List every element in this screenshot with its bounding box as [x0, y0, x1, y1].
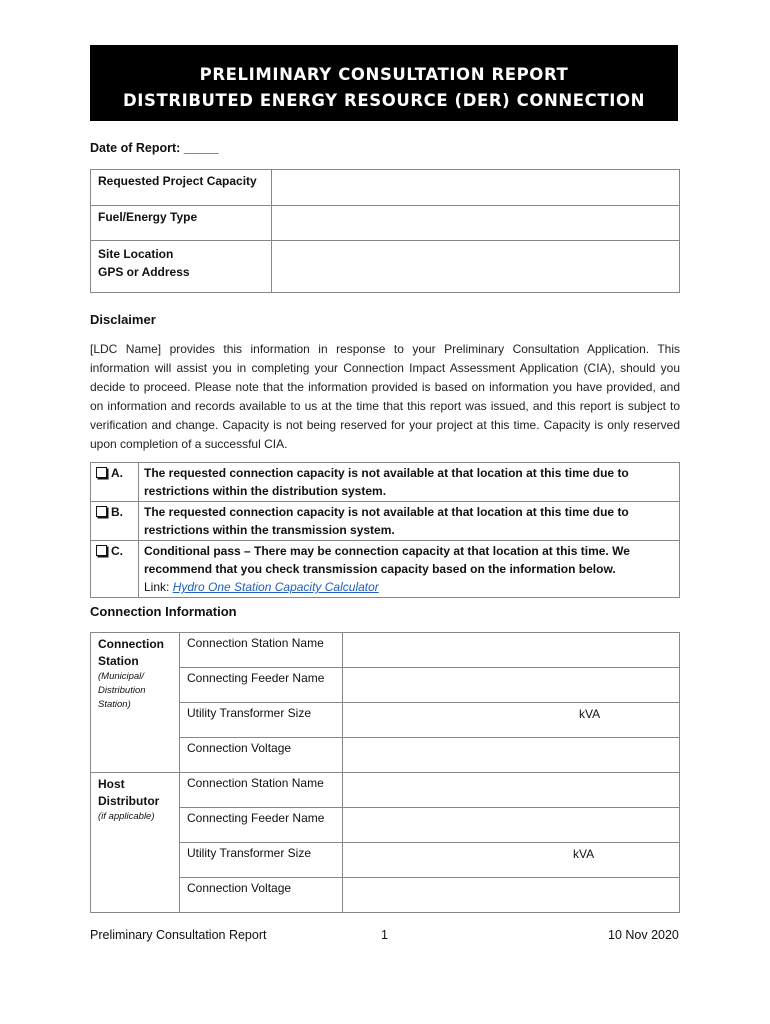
requested-capacity-label: Requested Project Capacity [91, 170, 272, 206]
table-row [91, 703, 680, 738]
page-number: 1 [381, 928, 388, 942]
field-label: Connection Station Name [180, 633, 343, 668]
connection-station-name-field[interactable] [343, 633, 680, 668]
connecting-feeder-name-field[interactable] [343, 668, 680, 703]
requested-capacity-field[interactable] [272, 170, 680, 206]
connection-station-label: Connection Station [98, 637, 164, 668]
table-row [91, 878, 680, 913]
host-station-name-field[interactable] [343, 773, 680, 808]
footer-date: 10 Nov 2020 [608, 928, 679, 942]
option-c-text: Conditional pass – There may be connection capacity at that location at this time. We recommend that you check transmission capacity based on the information below. [144, 544, 630, 576]
options-table [90, 462, 680, 598]
checkbox-c[interactable] [96, 545, 107, 556]
checkbox-b[interactable] [96, 506, 107, 517]
option-row-a [91, 463, 680, 502]
option-a-letter: A. [111, 466, 123, 480]
site-location-line2: GPS or Address [98, 265, 190, 279]
option-c-link-row [144, 578, 674, 596]
field-label: Connection Voltage [180, 738, 343, 773]
date-of-report: Date of Report: _____ [90, 141, 219, 155]
unit-label: kVA [573, 847, 595, 861]
field-label: Utility Transformer Size [180, 703, 343, 738]
host-distributor-note: (if applicable) [98, 811, 155, 822]
footer-title: Preliminary Consultation Report [90, 928, 267, 942]
utility-transformer-size-field[interactable] [343, 703, 680, 738]
host-distributor-label: Host Distributor [98, 777, 160, 808]
table-row [91, 773, 680, 808]
table-row [91, 738, 680, 773]
option-row-b [91, 502, 680, 541]
disclaimer-title: Disclaimer [90, 312, 156, 327]
host-connection-voltage-field[interactable] [343, 878, 680, 913]
field-label: Connecting Feeder Name [180, 808, 343, 843]
checkbox-a[interactable] [96, 467, 107, 478]
site-location-label [91, 241, 272, 293]
site-location-field[interactable] [272, 241, 680, 293]
option-c-cell-text [139, 541, 680, 598]
table-row [91, 241, 680, 293]
report-subtitle: DISTRIBUTED ENERGY RESOURCE (DER) CONNECTION [122, 91, 646, 110]
connection-station-group [91, 633, 180, 773]
project-info-table [90, 169, 680, 293]
table-row [91, 668, 680, 703]
station-capacity-calculator-link[interactable]: Hydro One Station Capacity Calculator [172, 580, 379, 594]
option-b-text: The requested connection capacity is not available at that location at this time due to restrictions within the transmission system. [139, 502, 680, 541]
host-distributor-group [91, 773, 180, 913]
option-a-text: The requested connection capacity is not available at that location at this time due to restrictions within the distribution system. [139, 463, 680, 502]
table-row [91, 843, 680, 878]
disclaimer-text: [LDC Name] provides this information in response to your Preliminary Consultation Application. This information will assist you in completing your Connection Impact Assessment Application (CIA), should you decide to proceed. Please note that the information provided is based on information you have provided, and on information and records available to us at the time that this report was issued, and this report is subject to verification and change. Capacity is not being reserved for your project at this time. Capacity is only reserved upon completion of a successful CIA. [90, 342, 680, 451]
connection-voltage-field[interactable] [343, 738, 680, 773]
connection-info-table [90, 632, 680, 913]
option-c-letter: C. [111, 544, 123, 558]
fuel-type-field[interactable] [272, 206, 680, 241]
host-transformer-size-field[interactable] [343, 843, 680, 878]
fuel-type-label: Fuel/Energy Type [91, 206, 272, 241]
report-title: PRELIMINARY CONSULTATION REPORT [199, 65, 569, 84]
table-row [91, 206, 680, 241]
field-label: Connecting Feeder Name [180, 668, 343, 703]
table-row [91, 170, 680, 206]
host-feeder-name-field[interactable] [343, 808, 680, 843]
unit-label: kVA [579, 707, 601, 721]
connection-info-title: Connection Information [90, 604, 237, 619]
field-label: Connection Voltage [180, 878, 343, 913]
option-b-cell [91, 502, 139, 541]
option-a-cell [91, 463, 139, 502]
option-row-c [91, 541, 680, 598]
report-header [90, 45, 678, 121]
table-row [91, 633, 680, 668]
field-label: Utility Transformer Size [180, 843, 343, 878]
option-c-cell [91, 541, 139, 598]
table-row [91, 808, 680, 843]
option-b-letter: B. [111, 505, 123, 519]
field-label: Connection Station Name [180, 773, 343, 808]
connection-station-note: (Municipal/ Distribution Station) [98, 671, 146, 710]
site-location-line1: Site Location [98, 247, 174, 261]
link-prefix: Link: [144, 580, 173, 594]
